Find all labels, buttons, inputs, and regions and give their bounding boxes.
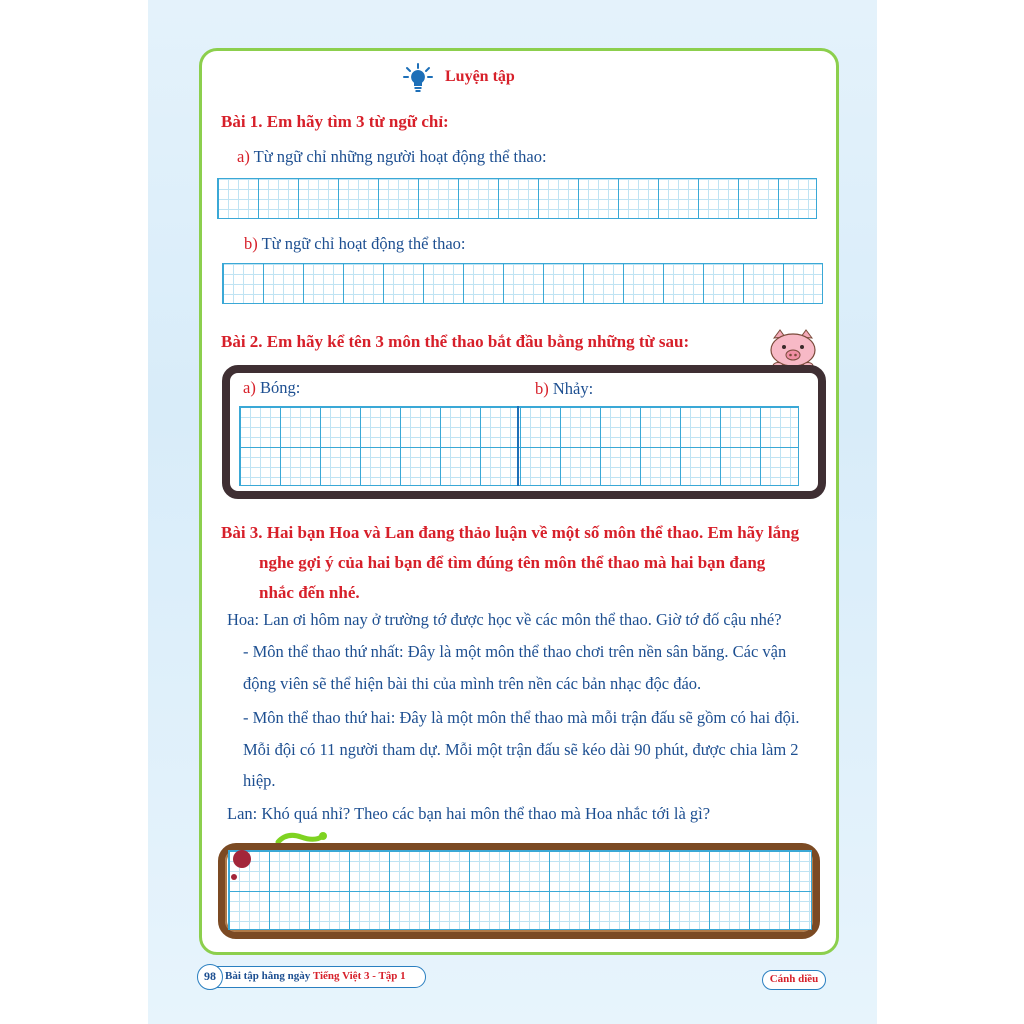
publisher-badge: Cánh diều — [762, 970, 826, 990]
bai3-sport2-line3: hiệp. — [243, 771, 276, 790]
bai3-sport2-line2: Mỗi đội có 11 người tham dự. Mỗi một trận đấu sẽ kéo dài 90 phút, được chia làm 2 — [243, 740, 799, 759]
ink-blot-icon — [229, 848, 255, 884]
bai1-a-text: Từ ngữ chỉ những người hoạt động thể thao: — [253, 147, 547, 166]
bai2-b-text: Nhảy: — [552, 379, 594, 398]
bai2-b-label: b) — [535, 379, 549, 398]
bai1-title: Bài 1. Em hãy tìm 3 từ ngữ chỉ: — [221, 112, 449, 131]
bai2-b — [535, 379, 593, 399]
bai3-title-line3: nhắc đến nhé. — [259, 583, 360, 602]
bai3-title-line1: Bài 3. Hai bạn Hoa và Lan đang thảo luận về một số môn thể thao. Em hãy lắng — [221, 523, 800, 542]
bai1-a-answer-grid[interactable] — [217, 178, 817, 219]
bai1-b-label: b) — [244, 234, 258, 253]
bai2-answer-grid[interactable] — [239, 406, 799, 486]
bai3-answer-grid[interactable] — [228, 850, 812, 930]
bai3-sport2-line1: - Môn thể thao thứ hai: Đây là một môn thể thao mà mỗi trận đấu sẽ gồm có hai đội. — [243, 708, 800, 727]
footer-book-label — [198, 966, 426, 988]
section-title: Luyện tập — [445, 68, 515, 85]
bai3-sport1-line2: động viên sẽ thể hiện bài thi của mình trên nền các bản nhạc độc đáo. — [243, 674, 702, 693]
bai1-b — [244, 234, 466, 254]
bai3-title — [221, 518, 799, 608]
footer-book-prefix: Bài tập hằng ngày — [225, 970, 311, 982]
page-number: 98 — [197, 964, 223, 990]
bai3-sport1-line1: - Môn thể thao thứ nhất: Đây là một môn thể thao chơi trên nền sân băng. Các vận — [243, 642, 787, 661]
bai2-a-label: a) — [243, 378, 256, 397]
bai1-b-text: Từ ngữ chỉ hoạt động thể thao: — [261, 234, 466, 253]
pig-icon — [768, 328, 818, 370]
bai1-a-label: a) — [237, 147, 250, 166]
bai2-a — [243, 378, 300, 398]
bai1-b-answer-grid[interactable] — [222, 263, 823, 304]
bai2-title: Bài 2. Em hãy kể tên 3 môn thể thao bắt đầu bằng những từ sau: — [221, 332, 690, 351]
bai3-title-line2: nghe gợi ý của hai bạn để tìm đúng tên môn thể thao mà hai bạn đang — [259, 553, 766, 572]
bai2-a-text: Bóng: — [259, 378, 301, 397]
bai3-lan-line: Lan: Khó quá nhỉ? Theo các bạn hai môn thể thao mà Hoa nhắc tới là gì? — [227, 804, 711, 823]
bai1-a — [237, 147, 547, 167]
bai2-divider — [517, 406, 519, 486]
bai3-hoa-line: Hoa: Lan ơi hôm nay ở trường tớ được học về các môn thể thao. Giờ tớ đố cậu nhé? — [227, 610, 782, 629]
lightbulb-icon — [402, 62, 434, 94]
footer-book-title: Tiếng Việt 3 - Tập 1 — [312, 970, 406, 982]
